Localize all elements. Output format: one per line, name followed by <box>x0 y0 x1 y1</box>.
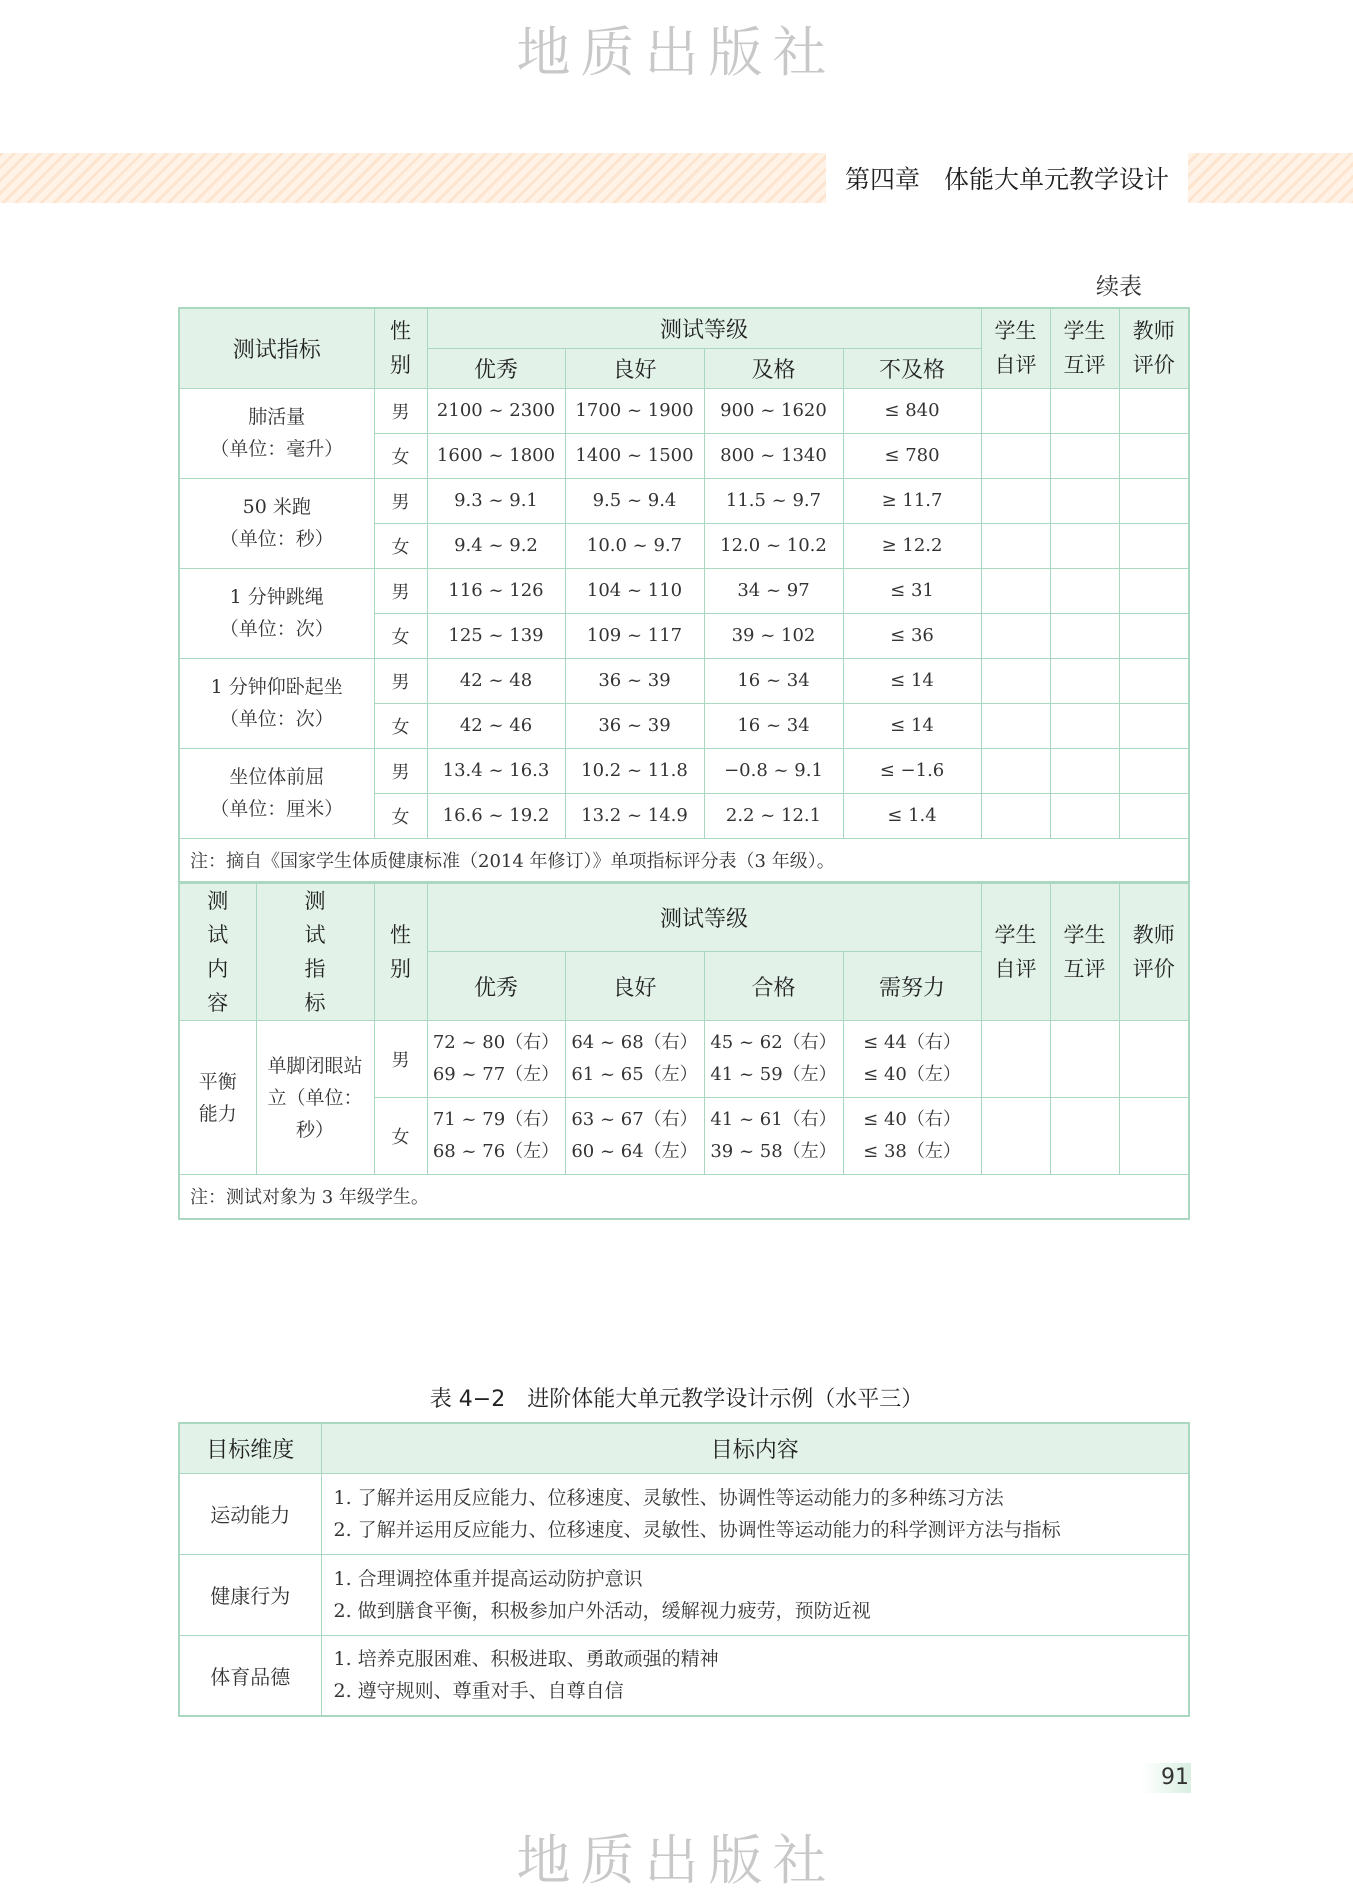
score-cell: 104 ~ 110 <box>565 568 704 613</box>
gender-male: 男 <box>374 478 427 523</box>
indicator-cell <box>179 388 374 478</box>
score-cell: ≤ 36 <box>843 613 981 658</box>
indicator-name: 1 分钟仰卧起坐 <box>210 676 343 698</box>
score-cell: 11.5 ~ 9.7 <box>704 478 843 523</box>
indicator-unit: （单位：次） <box>219 708 334 730</box>
self-eval-cell[interactable] <box>981 793 1050 838</box>
score-cell: 10.2 ~ 11.8 <box>565 748 704 793</box>
score-cell: ≤ 14 <box>843 703 981 748</box>
score-cell <box>704 1021 843 1098</box>
score-right: ≤ 44（右） <box>863 1032 961 1053</box>
goal-content <box>321 1554 1189 1635</box>
indicator-name: 肺活量 <box>248 406 306 428</box>
score-cell <box>704 1098 843 1175</box>
goal-content <box>321 1473 1189 1554</box>
teacher-eval-cell[interactable] <box>1119 568 1189 613</box>
indicator-name: 1 分钟跳绳 <box>229 586 324 608</box>
chapter-number: 第四章 <box>844 165 920 194</box>
score-cell: 16.6 ~ 19.2 <box>427 793 565 838</box>
indicator-cell <box>179 568 374 658</box>
score-cell: 1400 ~ 1500 <box>565 433 704 478</box>
self-eval-cell[interactable] <box>981 433 1050 478</box>
score-cell <box>843 1021 981 1098</box>
indicator-cell <box>179 748 374 838</box>
header-peer-eval: 学生互评 <box>1050 308 1119 388</box>
balance-test-table <box>178 882 1190 1220</box>
score-cell: ≤ 1.4 <box>843 793 981 838</box>
page-number: 91 <box>1141 1763 1191 1793</box>
score-cell: 42 ~ 48 <box>427 658 565 703</box>
header-self-eval: 学生自评 <box>981 883 1050 1021</box>
score-cell: ≤ 780 <box>843 433 981 478</box>
score-cell: ≥ 12.2 <box>843 523 981 568</box>
gender-male: 男 <box>374 658 427 703</box>
peer-eval-cell[interactable] <box>1050 388 1119 433</box>
score-left: 68 ~ 76（左） <box>432 1141 560 1162</box>
score-right: ≤ 40（右） <box>863 1109 961 1130</box>
header-dimension: 目标维度 <box>179 1423 321 1473</box>
header-level: 合格 <box>704 952 843 1021</box>
header-level: 需努力 <box>843 952 981 1021</box>
header-goal-content: 目标内容 <box>321 1423 1189 1473</box>
watermark-bottom: 地质出版社 <box>516 1829 837 1892</box>
score-cell: −0.8 ~ 9.1 <box>704 748 843 793</box>
table-caption: 表 4−2 进阶体能大单元教学设计示例（水平三） <box>429 1387 924 1412</box>
header-self-eval: 学生自评 <box>981 308 1050 388</box>
score-cell <box>843 1098 981 1175</box>
header-gender: 性别 <box>374 883 427 1021</box>
gender-female: 女 <box>374 1098 427 1175</box>
score-cell: 36 ~ 39 <box>565 658 704 703</box>
goal-item: 2. 遵守规则、尊重对手、自尊自信 <box>333 1680 624 1703</box>
score-cell: 800 ~ 1340 <box>704 433 843 478</box>
score-cell: 13.4 ~ 16.3 <box>427 748 565 793</box>
goal-table <box>178 1422 1190 1717</box>
peer-eval-cell[interactable] <box>1050 1098 1119 1175</box>
indicator-unit: （单位：秒） <box>219 528 334 550</box>
gender-male: 男 <box>374 568 427 613</box>
score-cell <box>427 1098 565 1175</box>
peer-eval-cell[interactable] <box>1050 703 1119 748</box>
score-cell <box>427 1021 565 1098</box>
test-content: 平衡能力 <box>179 1021 256 1175</box>
score-cell: 9.3 ~ 9.1 <box>427 478 565 523</box>
header-level: 良好 <box>565 952 704 1021</box>
self-eval-cell[interactable] <box>981 613 1050 658</box>
score-cell: ≤ 31 <box>843 568 981 613</box>
score-right: 64 ~ 68（右） <box>571 1032 698 1053</box>
fitness-test-table <box>178 307 1190 883</box>
header-level: 不及格 <box>843 348 981 388</box>
goal-item: 1. 了解并运用反应能力、位移速度、灵敏性、协调性等运动能力的多种练习方法 <box>333 1486 1004 1509</box>
peer-eval-cell[interactable] <box>1050 748 1119 793</box>
indicator-name: 坐位体前屈 <box>229 766 325 788</box>
peer-eval-cell[interactable] <box>1050 433 1119 478</box>
teacher-eval-cell[interactable] <box>1119 748 1189 793</box>
header-teacher-eval: 教师评价 <box>1119 308 1189 388</box>
score-cell: 2.2 ~ 12.1 <box>704 793 843 838</box>
self-eval-cell[interactable] <box>981 523 1050 568</box>
gender-female: 女 <box>374 523 427 568</box>
chapter-title: 体能大单元教学设计 <box>944 165 1170 194</box>
score-cell: 13.2 ~ 14.9 <box>565 793 704 838</box>
score-cell: 1600 ~ 1800 <box>427 433 565 478</box>
header-peer-eval: 学生互评 <box>1050 883 1119 1021</box>
teacher-eval-cell[interactable] <box>1119 433 1189 478</box>
score-cell: 9.4 ~ 9.2 <box>427 523 565 568</box>
score-cell: 34 ~ 97 <box>704 568 843 613</box>
teacher-eval-cell[interactable] <box>1119 658 1189 703</box>
goal-dimension: 体育品德 <box>179 1635 321 1716</box>
score-left: 39 ~ 58（左） <box>710 1141 837 1162</box>
score-cell: 125 ~ 139 <box>427 613 565 658</box>
header-indicator: 测试指标 <box>179 308 374 388</box>
self-eval-cell[interactable] <box>981 478 1050 523</box>
score-cell: 10.0 ~ 9.7 <box>565 523 704 568</box>
gender-female: 女 <box>374 703 427 748</box>
score-cell: 900 ~ 1620 <box>704 388 843 433</box>
gender-male: 男 <box>374 388 427 433</box>
score-cell: 109 ~ 117 <box>565 613 704 658</box>
score-right: 63 ~ 67（右） <box>571 1109 698 1130</box>
indicator-cell <box>179 658 374 748</box>
indicator-unit: （单位：厘米） <box>210 798 344 820</box>
score-cell: 36 ~ 39 <box>565 703 704 748</box>
header-level: 优秀 <box>427 348 565 388</box>
header-level: 优秀 <box>427 952 565 1021</box>
score-cell <box>565 1098 704 1175</box>
score-cell <box>565 1021 704 1098</box>
score-cell: ≤ 840 <box>843 388 981 433</box>
header-teacher-eval: 教师评价 <box>1119 883 1189 1021</box>
header-grade: 测试等级 <box>427 883 981 952</box>
indicator-cell <box>179 478 374 568</box>
header-gender: 性别 <box>374 308 427 388</box>
table-note: 注：测试对象为 3 年级学生。 <box>179 1175 1189 1219</box>
score-right: 71 ~ 79（右） <box>432 1109 560 1130</box>
goal-item: 2. 做到膳食平衡，积极参加户外活动，缓解视力疲劳，预防近视 <box>333 1599 871 1622</box>
gender-female: 女 <box>374 793 427 838</box>
peer-eval-cell[interactable] <box>1050 793 1119 838</box>
watermark-top: 地质出版社 <box>516 21 837 84</box>
teacher-eval-cell[interactable] <box>1119 613 1189 658</box>
score-left: 69 ~ 77（左） <box>432 1064 560 1085</box>
header-level: 良好 <box>565 348 704 388</box>
goal-item: 1. 合理调控体重并提高运动防护意识 <box>333 1567 643 1590</box>
teacher-eval-cell[interactable] <box>1119 793 1189 838</box>
self-eval-cell[interactable] <box>981 1098 1050 1175</box>
peer-eval-cell[interactable] <box>1050 568 1119 613</box>
score-cell: 116 ~ 126 <box>427 568 565 613</box>
chapter-header <box>826 153 1188 203</box>
teacher-eval-cell[interactable] <box>1119 1098 1189 1175</box>
score-right: 45 ~ 62（右） <box>710 1032 837 1053</box>
score-cell: 42 ~ 46 <box>427 703 565 748</box>
gender-female: 女 <box>374 613 427 658</box>
score-cell: 16 ~ 34 <box>704 658 843 703</box>
gender-male: 男 <box>374 1021 427 1098</box>
peer-eval-cell[interactable] <box>1050 613 1119 658</box>
self-eval-cell[interactable] <box>981 1021 1050 1098</box>
score-left: ≤ 40（左） <box>863 1064 961 1085</box>
score-cell: 9.5 ~ 9.4 <box>565 478 704 523</box>
score-left: ≤ 38（左） <box>863 1141 961 1162</box>
score-cell: 39 ~ 102 <box>704 613 843 658</box>
teacher-eval-cell[interactable] <box>1119 478 1189 523</box>
score-right: 41 ~ 61（右） <box>710 1109 837 1130</box>
score-cell: ≥ 11.7 <box>843 478 981 523</box>
peer-eval-cell[interactable] <box>1050 658 1119 703</box>
gender-female: 女 <box>374 433 427 478</box>
peer-eval-cell[interactable] <box>1050 478 1119 523</box>
peer-eval-cell[interactable] <box>1050 1021 1119 1098</box>
score-left: 41 ~ 59（左） <box>710 1064 837 1085</box>
goal-dimension: 健康行为 <box>179 1554 321 1635</box>
goal-content <box>321 1635 1189 1716</box>
goal-item: 2. 了解并运用反应能力、位移速度、灵敏性、协调性等运动能力的科学测评方法与指标 <box>333 1518 1061 1541</box>
table-note: 注：摘自《国家学生体质健康标准（2014 年修订）》单项指标评分表（3 年级）。 <box>179 838 1189 882</box>
teacher-eval-cell[interactable] <box>1119 523 1189 568</box>
self-eval-cell[interactable] <box>981 703 1050 748</box>
score-cell: ≤ 14 <box>843 658 981 703</box>
score-cell: ≤ −1.6 <box>843 748 981 793</box>
indicator-unit: （单位：毫升） <box>210 438 344 460</box>
header-grade: 测试等级 <box>427 308 981 348</box>
score-cell: 16 ~ 34 <box>704 703 843 748</box>
score-right: 72 ~ 80（右） <box>432 1032 560 1053</box>
teacher-eval-cell[interactable] <box>1119 703 1189 748</box>
goal-dimension: 运动能力 <box>179 1473 321 1554</box>
score-left: 61 ~ 65（左） <box>571 1064 698 1085</box>
self-eval-cell[interactable] <box>981 658 1050 703</box>
self-eval-cell[interactable] <box>981 748 1050 793</box>
continued-label: 续表 <box>1096 274 1142 300</box>
score-cell: 1700 ~ 1900 <box>565 388 704 433</box>
peer-eval-cell[interactable] <box>1050 523 1119 568</box>
goal-item: 1. 培养克服困难、积极进取、勇敢顽强的精神 <box>333 1648 719 1671</box>
indicator-unit: （单位：次） <box>219 618 334 640</box>
teacher-eval-cell[interactable] <box>1119 388 1189 433</box>
gender-male: 男 <box>374 748 427 793</box>
header-indicator: 测试指标 <box>256 883 374 1021</box>
header-content: 测试内容 <box>179 883 256 1021</box>
self-eval-cell[interactable] <box>981 388 1050 433</box>
header-level: 及格 <box>704 348 843 388</box>
test-indicator: 单脚闭眼站立（单位：秒） <box>256 1021 374 1175</box>
score-cell: 2100 ~ 2300 <box>427 388 565 433</box>
score-left: 60 ~ 64（左） <box>571 1141 698 1162</box>
indicator-name: 50 米跑 <box>242 496 311 518</box>
score-cell: 12.0 ~ 10.2 <box>704 523 843 568</box>
self-eval-cell[interactable] <box>981 568 1050 613</box>
teacher-eval-cell[interactable] <box>1119 1021 1189 1098</box>
